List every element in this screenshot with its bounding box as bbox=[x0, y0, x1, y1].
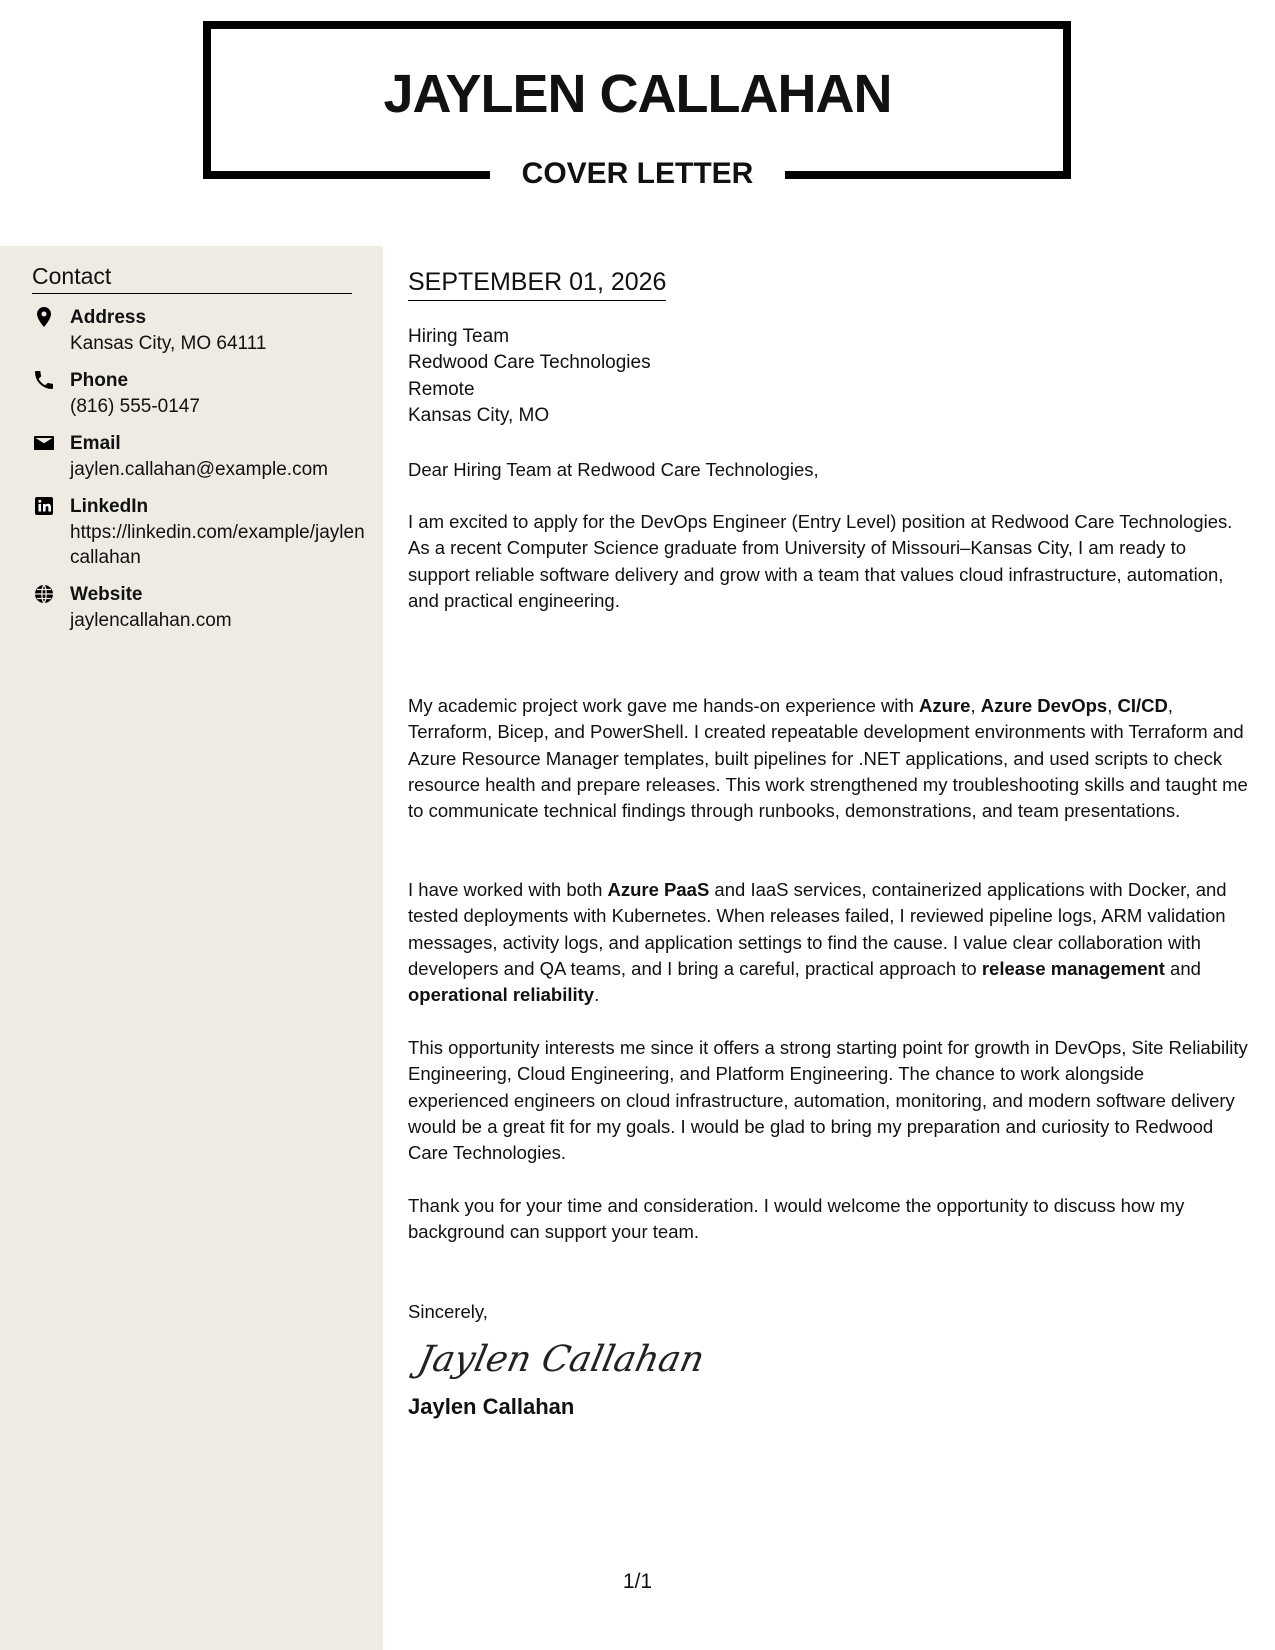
contact-label: Address bbox=[70, 307, 147, 328]
recipient-line: Hiring Team bbox=[408, 326, 510, 347]
text-run: , Terraform, Bicep, and PowerShell. I created repeatable development environments with Terraform and Azure Resource Manager templates, built pipelines for .NET applications, and used scripts to check resource health and prepare releases. This work strengthened my troubleshooting skills and taught me to communicate technical findings through runbooks, demonstrations, and team presentations. bbox=[408, 695, 1248, 822]
applicant-name: JAYLEN CALLAHAN bbox=[383, 64, 892, 124]
bold-keyword: Azure DevOps bbox=[980, 695, 1108, 716]
phone-icon bbox=[32, 368, 56, 392]
text-run: and bbox=[1164, 957, 1201, 979]
contact-value[interactable]: jaylencallahan.com bbox=[70, 610, 232, 631]
contact-value[interactable]: https://linkedin.com/example/jaylencallahan bbox=[70, 522, 365, 568]
paragraph-motivation: This opportunity interests me since it offers a strong starting point for growth in DevOps, Site Reliability Engineering, Cloud Engineering, and Platform Engineering. The chance to work alongside experienced engineers on cloud infrastructure, automation, monitoring, and modern software delivery would be a great fit for my goals. I would be glad to bring my preparation and curiosity to Redwood Care Technologies. bbox=[408, 1037, 1248, 1164]
contact-label: Website bbox=[70, 584, 143, 605]
signature-text: Jaylen Callahan bbox=[414, 1337, 709, 1380]
signed-name: Jaylen Callahan bbox=[408, 1394, 575, 1419]
text-run: , bbox=[1107, 695, 1118, 716]
document-title: COVER LETTER bbox=[490, 156, 785, 192]
letter-date: SEPTEMBER 01, 2026 bbox=[408, 266, 666, 301]
recipient-line: Kansas City, MO bbox=[408, 404, 550, 426]
text-run: I have worked with both bbox=[408, 879, 608, 900]
contact-value[interactable]: jaylen.callahan@example.com bbox=[70, 459, 328, 480]
text-run: My academic project work gave me hands-on experience with bbox=[408, 695, 920, 716]
contact-label: Email bbox=[70, 433, 121, 454]
bold-keyword: operational reliability bbox=[408, 984, 595, 1006]
contact-label: LinkedIn bbox=[70, 496, 149, 517]
closing: Sincerely, bbox=[408, 1301, 488, 1322]
recipient-block bbox=[408, 324, 651, 429]
signature-image bbox=[412, 1297, 709, 1387]
contact-heading: Contact bbox=[32, 262, 352, 294]
contact-value: (816) 555-0147 bbox=[70, 396, 200, 417]
paragraph-skills bbox=[408, 877, 1248, 1008]
text-run: and IaaS services, containerized applications with Docker, and tested deployments with Kubernetes. When releases failed, I reviewed pipeline logs, ARM validation messages, activity logs, and application settings to find the cause. I value clear collaboration with developers and QA teams, and I bring a careful, practical approach to bbox=[408, 879, 1227, 979]
recipient-line: Redwood Care Technologies bbox=[408, 352, 651, 374]
salutation: Dear Hiring Team at Redwood Care Technologies, bbox=[408, 459, 819, 480]
bold-keyword: Azure PaaS bbox=[607, 879, 710, 900]
globe-icon bbox=[32, 582, 56, 606]
contact-label: Phone bbox=[70, 370, 129, 391]
paragraph-experience bbox=[408, 693, 1248, 824]
linkedin-icon bbox=[32, 494, 56, 518]
bold-keyword: CI/CD bbox=[1117, 695, 1168, 716]
bold-keyword: release management bbox=[981, 957, 1165, 979]
location-pin-icon bbox=[32, 305, 56, 329]
envelope-icon bbox=[32, 431, 56, 455]
paragraph-intro: I am excited to apply for the DevOps Engineer (Entry Level) position at Redwood Care Technologies. As a recent Computer Science graduate from University of Missouri–Kansas City, I am ready to support reliable software delivery and grow with a team that values cloud infrastructure, automation, and practical engineering. bbox=[408, 511, 1233, 611]
text-run: . bbox=[594, 984, 600, 1006]
bold-keyword: Azure bbox=[919, 695, 971, 716]
text-run: , bbox=[970, 695, 981, 716]
contact-value: Kansas City, MO 64111 bbox=[70, 333, 267, 354]
page-number: 1/1 bbox=[622, 1570, 653, 1593]
paragraph-thanks: Thank you for your time and consideration. I would welcome the opportunity to discuss how my background can support your team. bbox=[408, 1195, 1185, 1243]
recipient-line: Remote bbox=[408, 378, 475, 400]
